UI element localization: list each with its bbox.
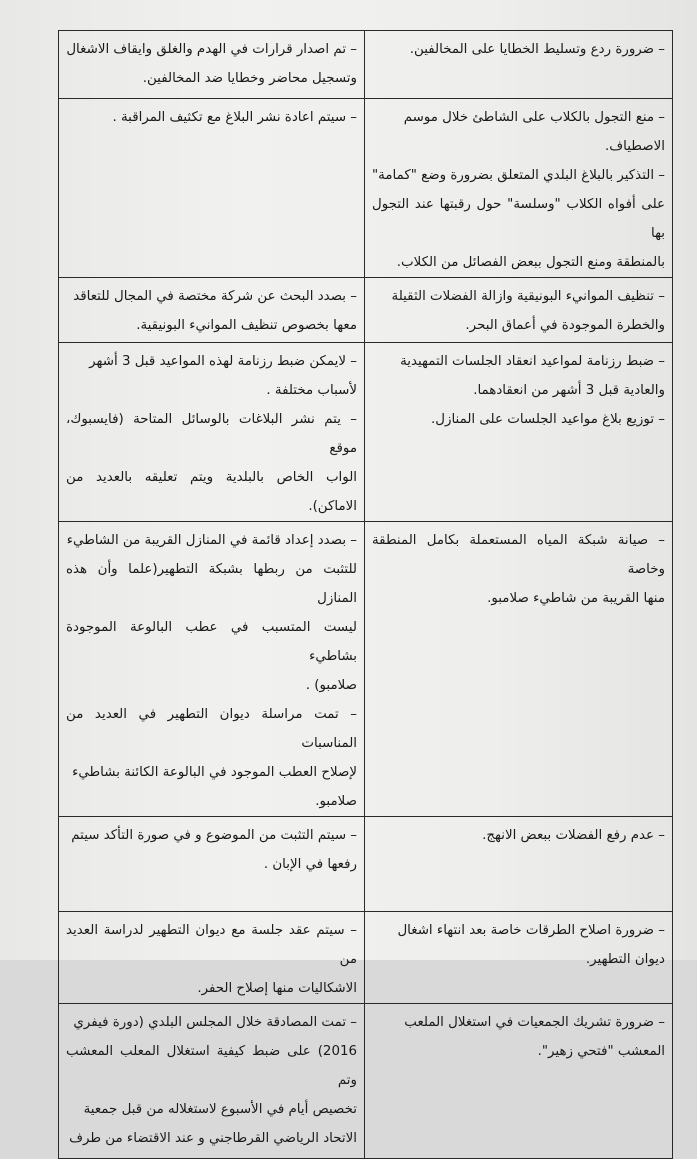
proposal-text: – ضرورة ردع وتسليط الخطايا على المخالفين. (409, 42, 665, 57)
response-cell (59, 343, 365, 522)
table-row (59, 31, 673, 99)
response-cell (59, 31, 365, 99)
response-text: – تم اصدار قرارات في الهدم والغلق وايقاف الاشغال وتسجيل محاضر وخطايا ضد المخالفين. (66, 42, 357, 86)
proposal-text: – صيانة شبكة المياه المستعملة بكامل المنطقة وخاصة منها القريبة من شاطيء صلامبو. (372, 533, 665, 606)
response-text: – سيتم عقد جلسة مع ديوان التطهير لدراسة العديد من الاشكاليات منها إصلاح الحفر. (66, 923, 357, 996)
proposal-cell (365, 522, 673, 817)
response-text: – تمت مراسلة ديوان التطهير في العديد من المناسبات لإصلاح العطب الموجود في البالوعة الكائنة بشاطيء صلامبو. (66, 707, 357, 809)
proposal-text: – عدم رفع الفضلات ببعض الانهج. (482, 828, 665, 843)
table-row (59, 1004, 673, 1159)
proposal-text: – ضبط رزنامة لمواعيد انعقاد الجلسات التمهيدية والعادية قبل 3 أشهر من انعقادهما. (400, 354, 665, 398)
proposals-responses-table (58, 30, 673, 1159)
response-text: – سيتم التثبت من الموضوع و في صورة التأكد سيتم رفعها في الإبان . (71, 828, 357, 872)
table-row (59, 343, 673, 522)
response-text: – سيتم اعادة نشر البلاغ مع تكثيف المراقبة . (112, 110, 357, 125)
table-row (59, 522, 673, 817)
proposal-text: – ضرورة اصلاح الطرقات خاصة بعد انتهاء اشغال ديوان التطهير. (397, 923, 665, 967)
response-cell (59, 912, 365, 1004)
response-cell (59, 99, 365, 278)
proposal-cell (365, 343, 673, 522)
proposal-cell (365, 31, 673, 99)
proposal-cell (365, 912, 673, 1004)
table-row (59, 912, 673, 1004)
proposal-text: – تنظيف الموانيء البونيقية وازالة الفضلات الثقيلة والخطرة الموجودة في أعماق البحر. (391, 289, 665, 333)
response-text: – بصدد البحث عن شركة مختصة في المجال للتعاقد معها بخصوص تنظيف الموانيء البونيقية. (73, 289, 357, 333)
proposal-cell (365, 278, 673, 343)
response-cell (59, 278, 365, 343)
proposal-cell (365, 817, 673, 912)
table-row (59, 278, 673, 343)
response-cell (59, 817, 365, 912)
proposal-text: – منع التجول بالكلاب على الشاطئ خلال موسم الاصطياف. (403, 110, 665, 154)
response-text: – لايمكن ضبط رزنامة لهذه المواعيد قبل 3 أشهر لأسباب مختلفة . (89, 354, 357, 398)
response-text: – تمت المصادقة خلال المجلس البلدي (دورة فيفري 2016) على ضبط كيفية استغلال المعلب المعشب وتم تخصيص أيام في الأسبوع لاستغلاله من قبل جمعية الاتحاد الرياضي القرطاجني و عند الاقتضاء من طرف (66, 1015, 357, 1146)
proposal-cell (365, 1004, 673, 1159)
response-cell (59, 1004, 365, 1159)
proposal-text: – ضرورة تشريك الجمعيات في استغلال الملعب المعشب "فتحي زهير". (404, 1015, 665, 1059)
response-text: – يتم نشر البلاغات بالوسائل المتاحة (فايسبوك، موقع الواب الخاص بالبلدية ويتم تعليقه بالعديد من الاماكن). (66, 412, 357, 514)
proposal-text: – التذكير بالبلاغ البلدي المتعلق بضرورة وضع "كمامة" على أفواه الكلاب "وسلسة" حول رقبتها عند التجول بها بالمنطقة ومنع التجول ببعض الفصائل من الكلاب. (371, 168, 665, 270)
proposal-text: – توزيع بلاغ مواعيد الجلسات على المنازل. (431, 412, 665, 427)
table-row (59, 817, 673, 912)
proposal-cell (365, 99, 673, 278)
table-row (59, 99, 673, 278)
response-cell (59, 522, 365, 817)
response-text: – بصدد إعداد قائمة في المنازل القريبة من الشاطيء للتثبت من ربطها بشبكة التطهير(علما وأن هذه المنازل ليست المتسبب في عطب البالوعة الموجودة بشاطيء صلامبو) . (66, 533, 357, 693)
